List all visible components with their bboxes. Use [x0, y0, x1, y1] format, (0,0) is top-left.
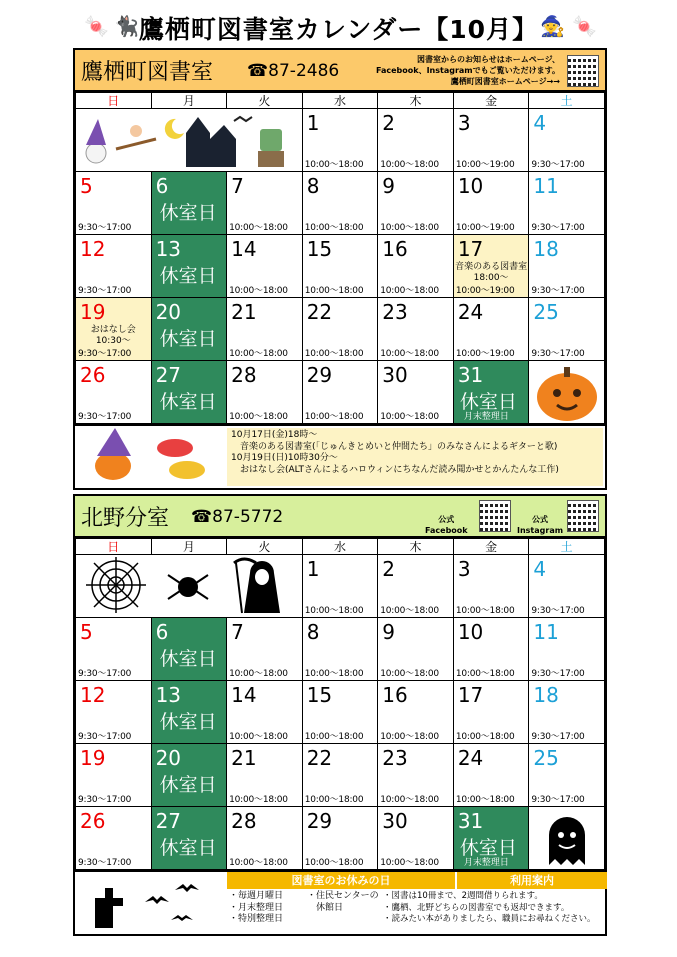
day-cell[interactable]: 10 10:00～18:00 — [453, 618, 529, 681]
weekday-row — [76, 93, 605, 109]
day-cell[interactable]: 18 9:30～17:00 — [529, 235, 605, 298]
facebook-qr-icon[interactable] — [479, 500, 511, 532]
usage-title: 利用案内 — [457, 872, 607, 889]
grim-reaper-icon — [234, 559, 280, 613]
ghost-cell — [529, 807, 605, 870]
spider-icon — [168, 575, 208, 599]
closed-day-cell[interactable]: 6 休室日 — [151, 618, 227, 681]
facebook-label: 公式 Facebook — [425, 515, 468, 535]
pumpkin-icon — [529, 361, 604, 423]
kitano-branch-calendar — [73, 494, 607, 936]
footer-section — [75, 870, 605, 934]
day-cell[interactable]: 8 10:00～18:00 — [302, 172, 378, 235]
day-cell[interactable]: 21 10:00～18:00 — [227, 744, 303, 807]
closed-day-cell[interactable]: 27 休室日 — [151, 361, 227, 424]
weekday-thu: 木 — [378, 93, 454, 109]
day-cell[interactable]: 15 10:00～18:00 — [302, 681, 378, 744]
day-cell[interactable]: 5 9:30～17:00 — [76, 618, 152, 681]
day-cell[interactable]: 21 10:00～18:00 — [227, 298, 303, 361]
spider-web-icon — [86, 557, 146, 613]
phone-number: ☎87-5772 — [191, 507, 284, 527]
day-cell[interactable]: 3 10:00～19:00 — [453, 109, 529, 172]
event-day-cell[interactable]: 19 おはなし会 10:30～ 9:30～17:00 — [76, 298, 152, 361]
weekday-sat: 土 — [529, 539, 605, 555]
weekday-mon: 月 — [151, 93, 227, 109]
closed-day-cell[interactable]: 13 休室日 — [151, 235, 227, 298]
closed-day-cell[interactable]: 20 休室日 — [151, 744, 227, 807]
day-cell[interactable]: 16 10:00～18:00 — [378, 681, 454, 744]
day-cell[interactable]: 17 10:00～18:00 — [453, 681, 529, 744]
day-cell[interactable]: 23 10:00～18:00 — [378, 298, 454, 361]
notes-section — [75, 424, 605, 488]
day-cell[interactable]: 10 10:00～19:00 — [453, 172, 529, 235]
weekday-fri: 金 — [453, 539, 529, 555]
day-cell[interactable]: 7 10:00～18:00 — [227, 172, 303, 235]
day-cell[interactable]: 4 9:30～17:00 — [529, 109, 605, 172]
day-cell[interactable]: 25 9:30～17:00 — [529, 744, 605, 807]
day-cell[interactable]: 12 9:30～17:00 — [76, 681, 152, 744]
weekday-sun: 日 — [76, 93, 152, 109]
day-cell[interactable]: 28 10:00～18:00 — [227, 361, 303, 424]
pumpkin-candy-icon — [75, 426, 225, 486]
event-notes: 10月17日(金)18時～ 音楽のある図書室(「じゅんきとめいと仲間たち」のみなさんによるギターと歌) 10月19日(日)10時30分～ おはなし会(ALTさんによるハロウィンにちなんだ読み聞かせとかんたんな工作) — [227, 428, 603, 486]
usage-list: ・図書は10冊まで、2週間借りられます。 ・鷹栖、北野どちらの図書室でも返却できます。 ・読みたい本がありましたら、職員にお尋ねください。 — [383, 891, 596, 924]
weekday-sun: 日 — [76, 539, 152, 555]
cat-icon: 🐈‍⬛ — [114, 14, 139, 38]
calendar-grid — [75, 92, 605, 424]
day-cell[interactable]: 22 10:00～18:00 — [302, 298, 378, 361]
holidays-list: ・毎週月曜日 ・月末整理日 ・特別整理日 — [229, 891, 284, 924]
day-cell[interactable]: 4 9:30～17:00 — [529, 555, 605, 618]
weekday-tue: 火 — [227, 539, 303, 555]
day-cell[interactable]: 16 10:00～18:00 — [378, 235, 454, 298]
day-cell[interactable]: 2 10:00～18:00 — [378, 109, 454, 172]
weekday-fri: 金 — [453, 93, 529, 109]
day-cell[interactable]: 8 10:00～18:00 — [302, 618, 378, 681]
holidays-note: ・住民センターの 休館日 — [307, 891, 379, 913]
day-cell[interactable]: 1 10:00～18:00 — [302, 555, 378, 618]
witch-hat-icon: 🧙 — [540, 14, 565, 38]
pumpkin-cell — [529, 361, 605, 424]
day-cell[interactable]: 26 9:30～17:00 — [76, 361, 152, 424]
day-cell[interactable]: 14 10:00～18:00 — [227, 681, 303, 744]
closed-day-cell[interactable]: 20 休室日 — [151, 298, 227, 361]
day-cell[interactable]: 24 10:00～18:00 — [453, 744, 529, 807]
day-cell[interactable]: 26 9:30～17:00 — [76, 807, 152, 870]
day-cell[interactable]: 11 9:30～17:00 — [529, 172, 605, 235]
event-label: 音楽のある図書室 18:00～ — [455, 262, 528, 283]
day-cell[interactable]: 22 10:00～18:00 — [302, 744, 378, 807]
kitano-header — [75, 496, 605, 538]
day-cell[interactable]: 7 10:00～18:00 — [227, 618, 303, 681]
closed-day-cell[interactable]: 31 休室日 月末整理日 — [453, 361, 529, 424]
candy-icon: 🍬 — [572, 14, 597, 38]
day-cell[interactable]: 19 9:30～17:00 — [76, 744, 152, 807]
library-name: 北野分室 — [81, 506, 170, 531]
weekday-mon: 月 — [151, 539, 227, 555]
day-cell[interactable]: 2 10:00～18:00 — [378, 555, 454, 618]
main-library-header — [75, 50, 605, 92]
day-cell[interactable]: 25 9:30～17:00 — [529, 298, 605, 361]
day-cell[interactable]: 15 10:00～18:00 — [302, 235, 378, 298]
day-cell[interactable]: 12 9:30～17:00 — [76, 235, 152, 298]
qr-code-icon[interactable] — [567, 55, 599, 87]
closed-day-cell[interactable]: 6 休室日 — [151, 172, 227, 235]
weekday-wed: 水 — [302, 539, 378, 555]
day-cell[interactable]: 29 10:00～18:00 — [302, 807, 378, 870]
candy-icon: 🍬 — [84, 14, 109, 38]
weekday-tue: 火 — [227, 93, 303, 109]
day-cell[interactable]: 1 10:00～18:00 — [302, 109, 378, 172]
weekday-thu: 木 — [378, 539, 454, 555]
closed-day-cell[interactable]: 13 休室日 — [151, 681, 227, 744]
spider-illustration — [76, 555, 303, 618]
instagram-label: 公式 Instagram — [517, 515, 564, 535]
holidays-title: 図書室のお休みの日 — [227, 872, 455, 889]
closed-day-cell[interactable]: 31 休室日 月末整理日 — [453, 807, 529, 870]
day-cell[interactable]: 28 10:00～18:00 — [227, 807, 303, 870]
day-cell[interactable]: 30 10:00～18:00 — [378, 807, 454, 870]
grave-bats-icon — [75, 872, 225, 932]
main-library-calendar — [73, 48, 607, 490]
day-cell[interactable]: 14 10:00～18:00 — [227, 235, 303, 298]
instagram-qr-icon[interactable] — [567, 500, 599, 532]
day-cell[interactable]: 11 9:30～17:00 — [529, 618, 605, 681]
halloween-illustration — [76, 109, 303, 172]
day-cell[interactable]: 29 10:00～18:00 — [302, 361, 378, 424]
day-cell[interactable]: 23 10:00～18:00 — [378, 744, 454, 807]
info-note: 図書室からのお知らせはホームページ、 Facebook、Instagramでもご覧いただけます。 鷹栖町図書室ホームページ→→ — [375, 55, 560, 86]
phone-number: ☎87-2486 — [247, 61, 340, 81]
event-label: おはなし会 10:30～ — [90, 325, 136, 346]
library-name: 鷹栖町図書室 — [81, 60, 214, 85]
day-cell[interactable]: 3 10:00～18:00 — [453, 555, 529, 618]
day-cell[interactable]: 30 10:00～18:00 — [378, 361, 454, 424]
closed-day-cell[interactable]: 27 休室日 — [151, 807, 227, 870]
ghost-icon — [529, 807, 604, 869]
weekday-sat: 土 — [529, 93, 605, 109]
day-cell[interactable]: 5 9:30～17:00 — [76, 172, 152, 235]
page-title: 鷹栖町図書室カレンダー【10月】 — [138, 15, 539, 44]
day-cell[interactable]: 9 10:00～18:00 — [378, 172, 454, 235]
day-cell[interactable]: 18 9:30～17:00 — [529, 681, 605, 744]
event-day-cell[interactable]: 17 音楽のある図書室 18:00～ 10:00～19:00 — [453, 235, 529, 298]
day-cell[interactable]: 24 10:00～19:00 — [453, 298, 529, 361]
day-cell[interactable]: 9 10:00～18:00 — [378, 618, 454, 681]
calendar-grid — [75, 538, 605, 870]
weekday-wed: 水 — [302, 93, 378, 109]
weekday-row — [76, 539, 605, 555]
